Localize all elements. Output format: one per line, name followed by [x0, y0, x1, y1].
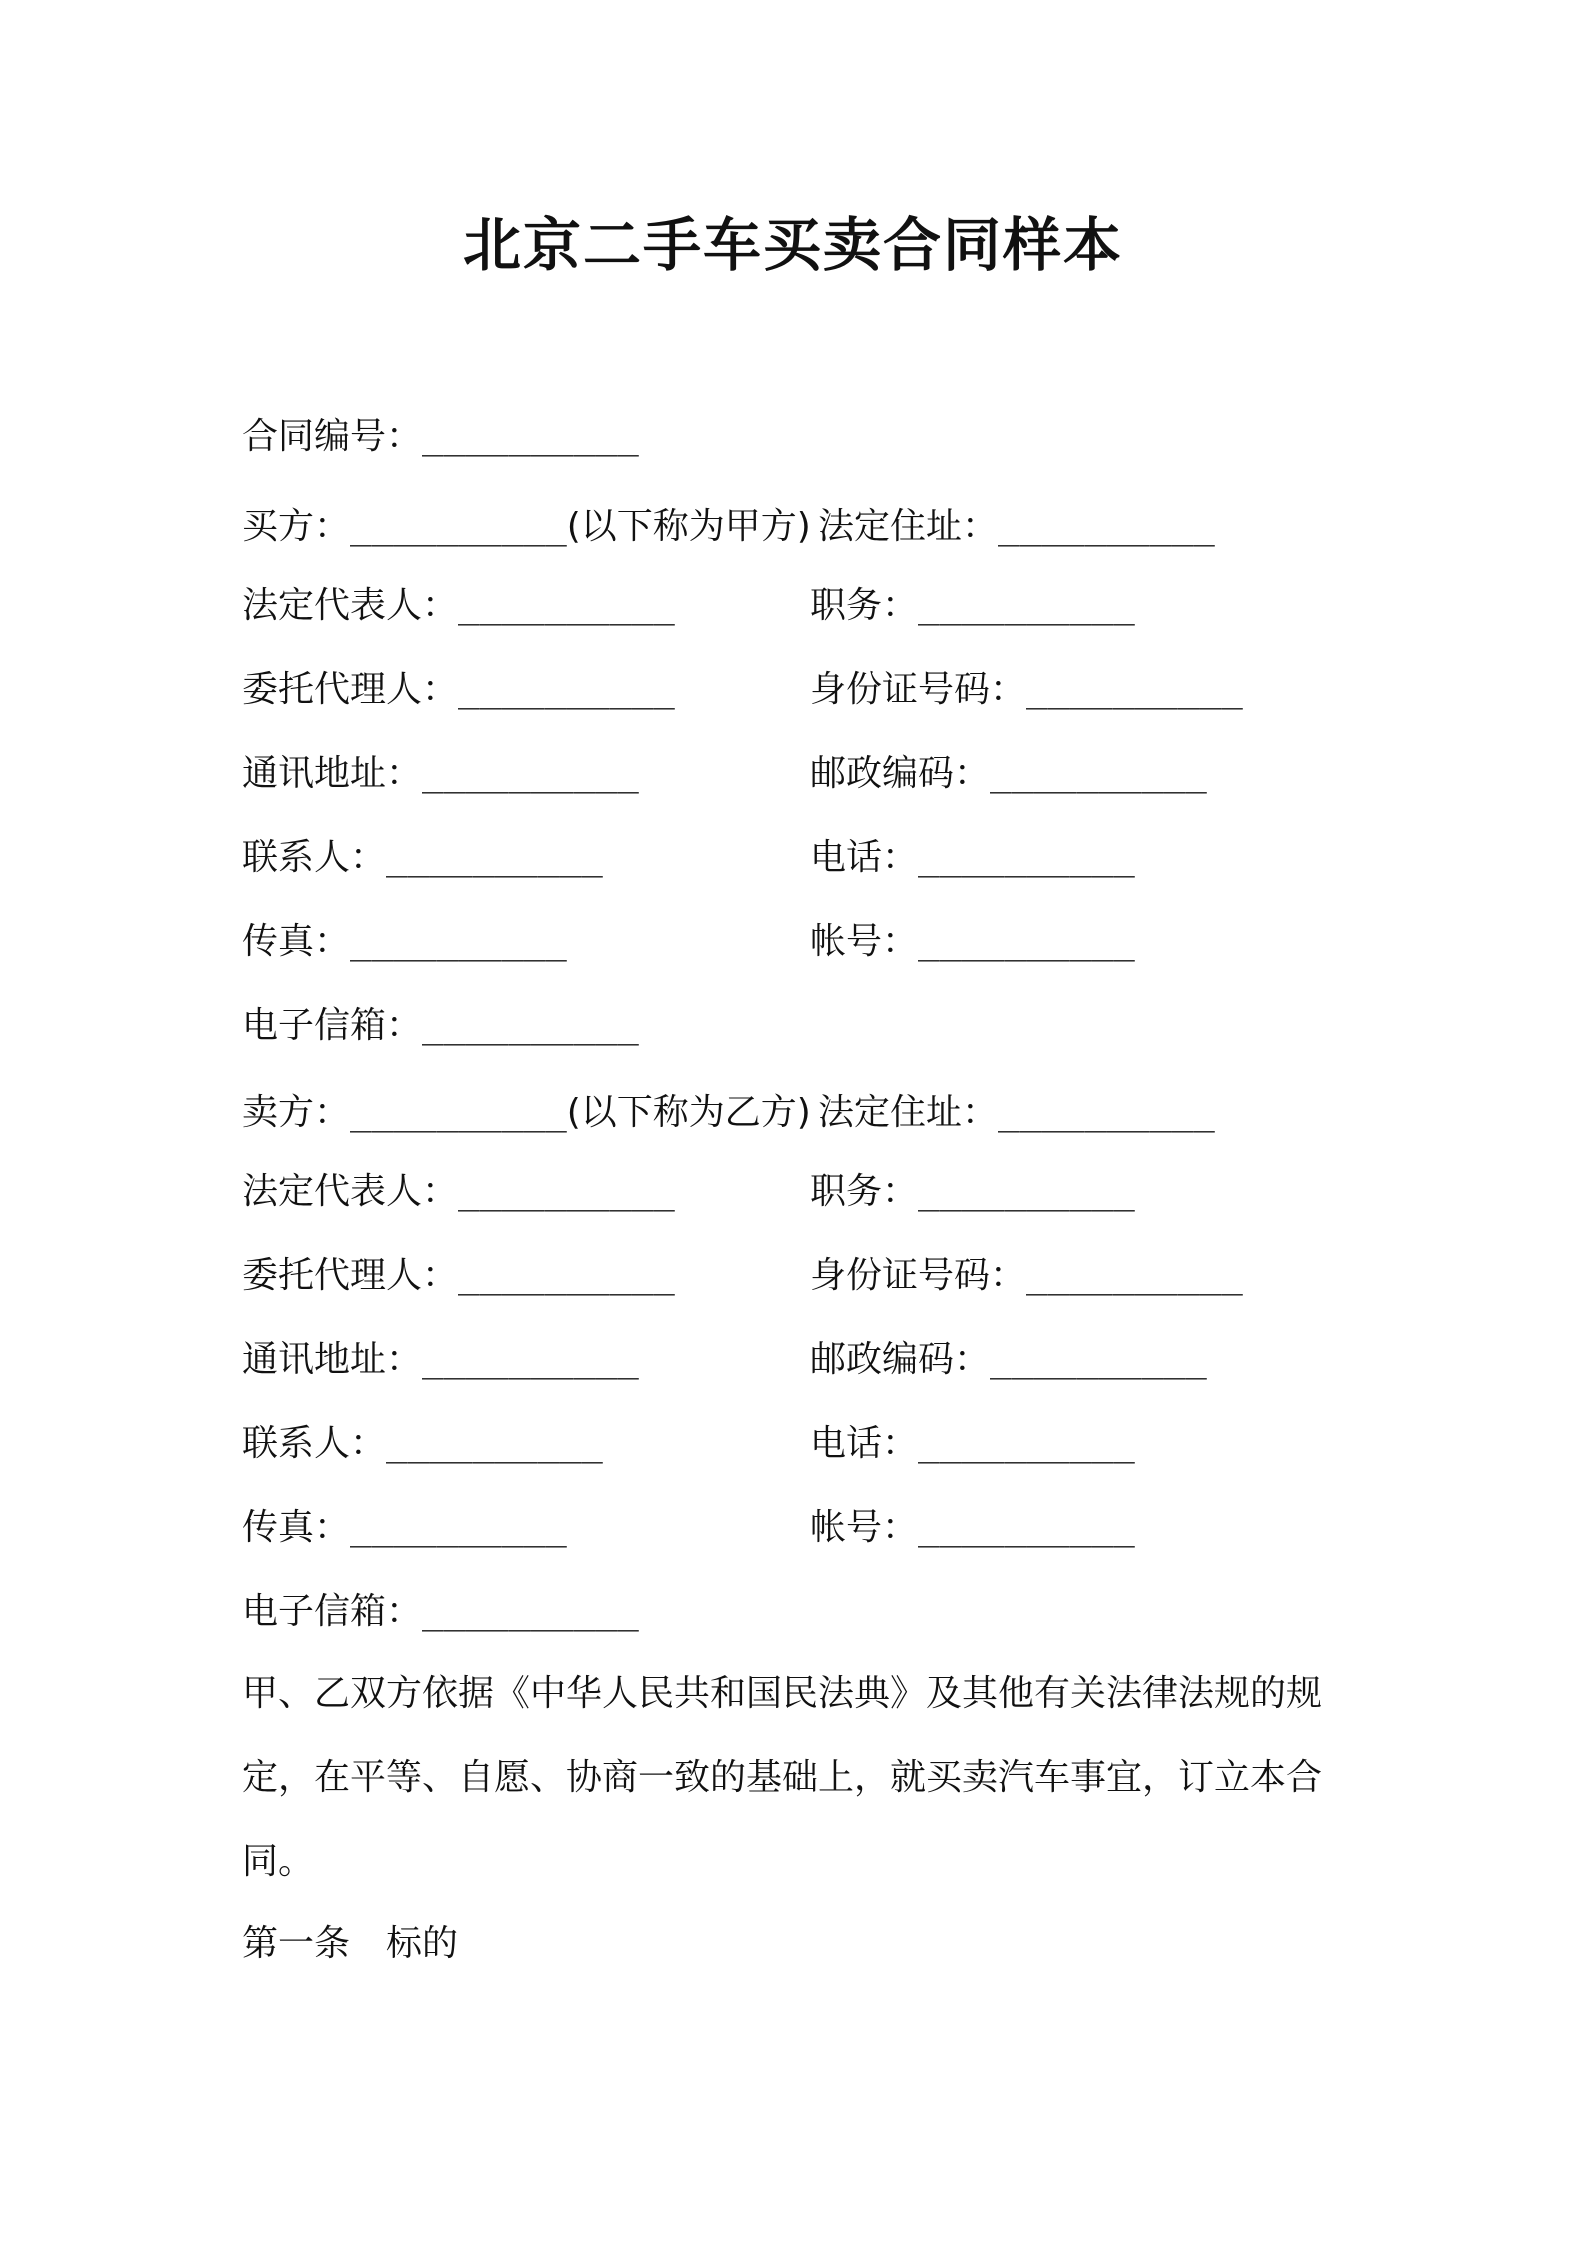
seller-email-field — [242, 1588, 639, 1636]
buyer-contact-field — [242, 834, 603, 882]
seller-mail-address-label: 通讯地址： — [242, 1339, 423, 1380]
buyer-party-suffix: (以下称为甲方) — [566, 506, 811, 547]
seller-account-blank: __________ — [918, 1507, 1135, 1548]
seller-position-blank: __________ — [918, 1171, 1135, 1212]
seller-email-label: 电子信箱： — [242, 1591, 423, 1632]
buyer-rep-field — [242, 582, 675, 630]
buyer-position-label: 职务： — [810, 585, 919, 626]
seller-postcode-field — [810, 1336, 1207, 1384]
contract-number-blank: __________ — [422, 416, 639, 457]
seller-position-field — [810, 1168, 1135, 1216]
seller-id-label: 身份证号码： — [810, 1255, 1027, 1296]
buyer-mail-address-field — [242, 750, 639, 798]
buyer-fax-blank: __________ — [350, 921, 567, 962]
seller-contact-field — [242, 1420, 603, 1468]
buyer-party-blank: __________ — [350, 506, 567, 547]
buyer-email-blank: __________ — [422, 1005, 639, 1046]
seller-address-label: 法定住址： — [818, 1092, 999, 1133]
seller-phone-field — [810, 1420, 1135, 1468]
seller-agent-label: 委托代理人： — [242, 1255, 459, 1296]
buyer-party-field — [242, 503, 811, 551]
buyer-mail-address-blank: __________ — [422, 753, 639, 794]
seller-party-suffix: (以下称为乙方) — [566, 1092, 811, 1133]
buyer-email-label: 电子信箱： — [242, 1005, 423, 1046]
buyer-postcode-blank: __________ — [990, 753, 1207, 794]
buyer-phone-blank: __________ — [918, 837, 1135, 878]
buyer-agent-field — [242, 666, 675, 714]
seller-id-blank: __________ — [1026, 1255, 1243, 1296]
buyer-account-blank: __________ — [918, 921, 1135, 962]
seller-agent-blank: __________ — [458, 1255, 675, 1296]
seller-rep-blank: __________ — [458, 1171, 675, 1212]
seller-id-field — [810, 1252, 1243, 1300]
seller-fax-field — [242, 1504, 567, 1552]
buyer-phone-label: 电话： — [810, 837, 919, 878]
seller-mail-address-field — [242, 1336, 639, 1384]
seller-address-blank: __________ — [998, 1092, 1215, 1133]
buyer-address-label: 法定住址： — [818, 506, 999, 547]
seller-position-label: 职务： — [810, 1171, 919, 1212]
seller-rep-field — [242, 1168, 675, 1216]
seller-fax-blank: __________ — [350, 1507, 567, 1548]
buyer-id-field — [810, 666, 1243, 714]
seller-party-field — [242, 1089, 811, 1137]
buyer-rep-blank: __________ — [458, 585, 675, 626]
seller-party-label: 卖方： — [242, 1092, 351, 1133]
buyer-position-field — [810, 582, 1135, 630]
contract-number-field — [242, 413, 639, 461]
preamble-paragraph: 甲、乙双方依据《中华人民共和国民法典》及其他有关法律法规的规定，在平等、自愿、协商一致的基础上，就买卖汽车事宜，订立本合同。 — [242, 1673, 1323, 1882]
buyer-rep-label: 法定代表人： — [242, 585, 459, 626]
seller-phone-label: 电话： — [810, 1423, 919, 1464]
seller-rep-label: 法定代表人： — [242, 1171, 459, 1212]
buyer-id-blank: __________ — [1026, 669, 1243, 710]
seller-account-field — [810, 1504, 1135, 1552]
buyer-mail-address-label: 通讯地址： — [242, 753, 423, 794]
seller-contact-label: 联系人： — [242, 1423, 387, 1464]
article-1-heading: 第一条 标的 — [242, 1923, 459, 1964]
buyer-agent-label: 委托代理人： — [242, 669, 459, 710]
buyer-account-label: 帐号： — [810, 921, 919, 962]
buyer-postcode-label: 邮政编码： — [810, 753, 991, 794]
seller-email-blank: __________ — [422, 1591, 639, 1632]
buyer-fax-label: 传真： — [242, 921, 351, 962]
buyer-contact-label: 联系人： — [242, 837, 387, 878]
buyer-agent-blank: __________ — [458, 669, 675, 710]
seller-party-blank: __________ — [350, 1092, 567, 1133]
seller-fax-label: 传真： — [242, 1507, 351, 1548]
buyer-fax-field — [242, 918, 567, 966]
seller-mail-address-blank: __________ — [422, 1339, 639, 1380]
buyer-party-label: 买方： — [242, 506, 351, 547]
buyer-position-blank: __________ — [918, 585, 1135, 626]
seller-contact-blank: __________ — [386, 1423, 603, 1464]
seller-postcode-label: 邮政编码： — [810, 1339, 991, 1380]
buyer-phone-field — [810, 834, 1135, 882]
seller-postcode-blank: __________ — [990, 1339, 1207, 1380]
contract-number-label: 合同编号： — [242, 416, 423, 457]
buyer-contact-blank: __________ — [386, 837, 603, 878]
buyer-address-field — [818, 503, 1215, 551]
seller-phone-blank: __________ — [918, 1423, 1135, 1464]
buyer-email-field — [242, 1002, 639, 1050]
buyer-account-field — [810, 918, 1135, 966]
buyer-id-label: 身份证号码： — [810, 669, 1027, 710]
seller-account-label: 帐号： — [810, 1507, 919, 1548]
buyer-address-blank: __________ — [998, 506, 1215, 547]
seller-agent-field — [242, 1252, 675, 1300]
document-title: 北京二手车买卖合同样本 — [462, 211, 1123, 279]
seller-address-field — [818, 1089, 1215, 1137]
buyer-postcode-field — [810, 750, 1207, 798]
